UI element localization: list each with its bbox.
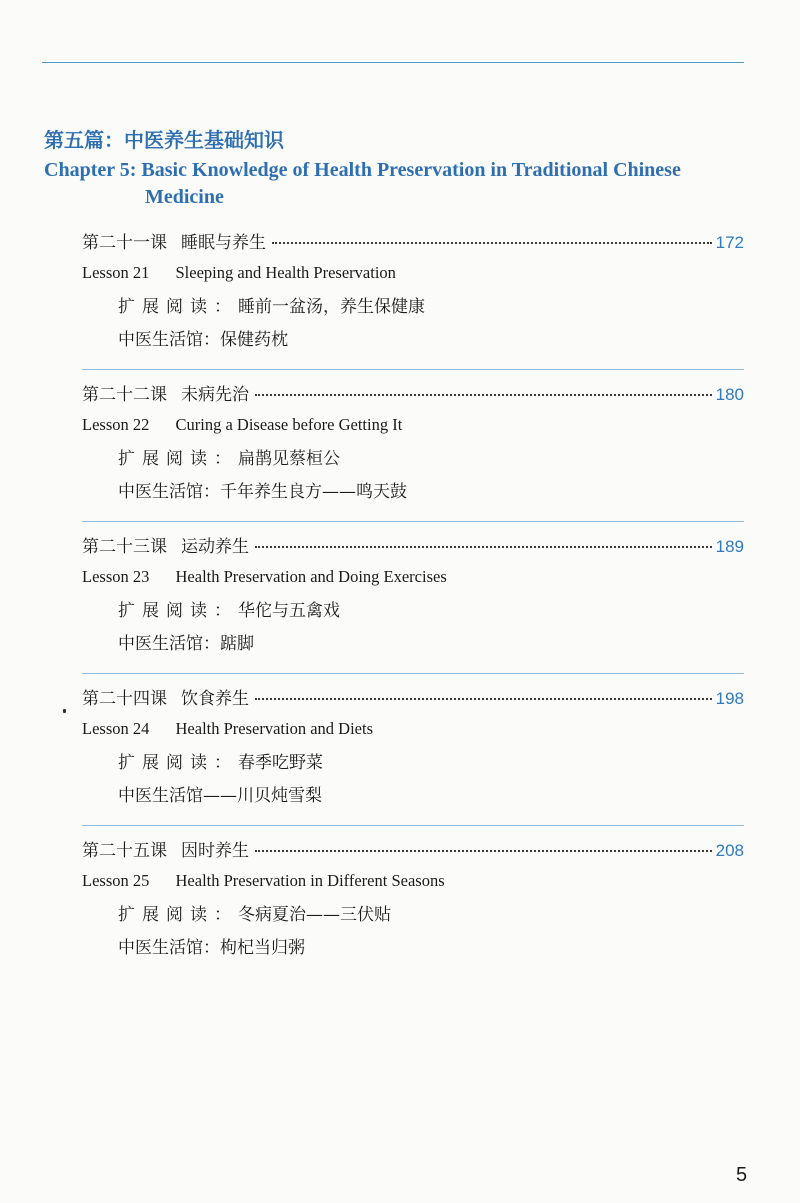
dot-leader <box>255 546 712 548</box>
tcm-life-item <box>118 780 744 813</box>
extended-reading-item <box>118 747 744 780</box>
toc-entry-en-row <box>82 415 744 443</box>
toc-entry-lesson-25[interactable] <box>82 836 744 965</box>
toc-entry-cn-row[interactable] <box>82 532 744 562</box>
lesson-title-en: Health Preservation and Diets <box>175 719 373 738</box>
tcm-life-title: 千年养生良方——鸣天鼓 <box>220 482 407 502</box>
extended-reading-label: 扩展阅读： <box>118 601 238 621</box>
toc-entry-cn-row[interactable] <box>82 684 744 714</box>
tcm-life-label: 中医生活馆： <box>118 330 220 350</box>
extended-reading-title: 睡前一盆汤，养生保健康 <box>238 297 425 317</box>
extended-reading-title: 冬病夏治——三伏贴 <box>238 905 391 925</box>
lesson-title-cn: 因时养生 <box>181 841 249 861</box>
lesson-page-number[interactable]: 180 <box>715 385 744 404</box>
tcm-life-label: 中医生活馆： <box>118 482 220 502</box>
lesson-title-en: Health Preservation and Doing Exercises <box>175 567 447 586</box>
toc-entry-cn-row[interactable] <box>82 836 744 866</box>
tcm-life-title: 保健药枕 <box>220 330 288 350</box>
toc-entry-lesson-23[interactable] <box>82 532 744 661</box>
lesson-number-cn: 第二十四课 <box>82 689 167 709</box>
extended-reading-item <box>118 291 744 324</box>
extended-reading-label: 扩展阅读： <box>118 905 238 925</box>
tcm-life-item <box>118 324 744 357</box>
extended-reading-item <box>118 899 744 932</box>
lesson-title-en: Health Preservation in Different Seasons <box>175 871 445 890</box>
tcm-life-label: 中医生活馆： <box>118 938 220 958</box>
extended-reading-label: 扩展阅读： <box>118 297 238 317</box>
lesson-title-cn: 未病先治 <box>181 385 249 405</box>
toc-entry-en-row <box>82 719 744 747</box>
lesson-number-cn: 第二十三课 <box>82 537 167 557</box>
extended-reading-title: 扁鹊见蔡桓公 <box>238 449 340 469</box>
lesson-number-en: Lesson 22 <box>82 415 150 434</box>
toc-entry-en-row <box>82 567 744 595</box>
lesson-number-en: Lesson 25 <box>82 871 150 890</box>
dot-leader <box>255 698 712 700</box>
toc-entry-en-row <box>82 871 744 899</box>
lesson-title-cn: 饮食养生 <box>181 689 249 709</box>
lesson-number-en: Lesson 23 <box>82 567 150 586</box>
toc-entry-lesson-24[interactable] <box>82 684 744 813</box>
tcm-life-label: 中医生活馆—— <box>118 786 237 806</box>
dot-leader <box>272 242 712 244</box>
toc-entry-lesson-22[interactable] <box>82 380 744 509</box>
lesson-number-en: Lesson 21 <box>82 263 150 282</box>
section-divider <box>82 521 744 522</box>
dot-leader <box>255 850 712 852</box>
lesson-number-cn: 第二十一课 <box>82 233 167 253</box>
tcm-life-label: 中医生活馆： <box>118 634 220 654</box>
extended-reading-item <box>118 443 744 476</box>
page-number: 5 <box>736 1164 748 1186</box>
tcm-life-item <box>118 476 744 509</box>
lesson-page-number[interactable]: 208 <box>715 841 744 860</box>
lesson-page-number[interactable]: 172 <box>715 233 744 252</box>
section-divider <box>82 673 744 674</box>
print-speck <box>63 709 66 713</box>
lesson-page-number[interactable]: 198 <box>715 689 744 708</box>
toc-entry-en-row <box>82 263 744 291</box>
lesson-title-en: Sleeping and Health Preservation <box>175 263 396 282</box>
tcm-life-title: 川贝炖雪梨 <box>237 786 322 806</box>
lesson-number-cn: 第二十二课 <box>82 385 167 405</box>
toc-entry-cn-row[interactable] <box>82 228 744 258</box>
tcm-life-item <box>118 628 744 661</box>
tcm-life-title: 踮脚 <box>220 634 254 654</box>
chapter-title-en-line1: Chapter 5: Basic Knowledge of Health Preservation in Traditional Chinese <box>44 159 681 181</box>
extended-reading-item <box>118 595 744 628</box>
header-rule <box>42 62 744 63</box>
chapter-title-en <box>44 157 754 211</box>
section-divider <box>82 369 744 370</box>
extended-reading-title: 春季吃野菜 <box>238 753 323 773</box>
extended-reading-label: 扩展阅读： <box>118 449 238 469</box>
lesson-page-number[interactable]: 189 <box>715 537 744 556</box>
lesson-title-cn: 运动养生 <box>181 537 249 557</box>
extended-reading-label: 扩展阅读： <box>118 753 238 773</box>
chapter-title-en-line2: Medicine <box>145 186 224 208</box>
section-divider <box>82 825 744 826</box>
lesson-number-en: Lesson 24 <box>82 719 150 738</box>
tcm-life-title: 枸杞当归粥 <box>220 938 305 958</box>
lesson-title-cn: 睡眠与养生 <box>181 233 266 253</box>
lesson-number-cn: 第二十五课 <box>82 841 167 861</box>
dot-leader <box>255 394 712 396</box>
extended-reading-title: 华佗与五禽戏 <box>238 601 340 621</box>
toc-entry-lesson-21[interactable] <box>82 228 744 357</box>
chapter-title-cn: 第五篇：中医养生基础知识 <box>44 128 284 152</box>
lesson-title-en: Curing a Disease before Getting It <box>175 415 403 434</box>
tcm-life-item <box>118 932 744 965</box>
toc-entry-cn-row[interactable] <box>82 380 744 410</box>
